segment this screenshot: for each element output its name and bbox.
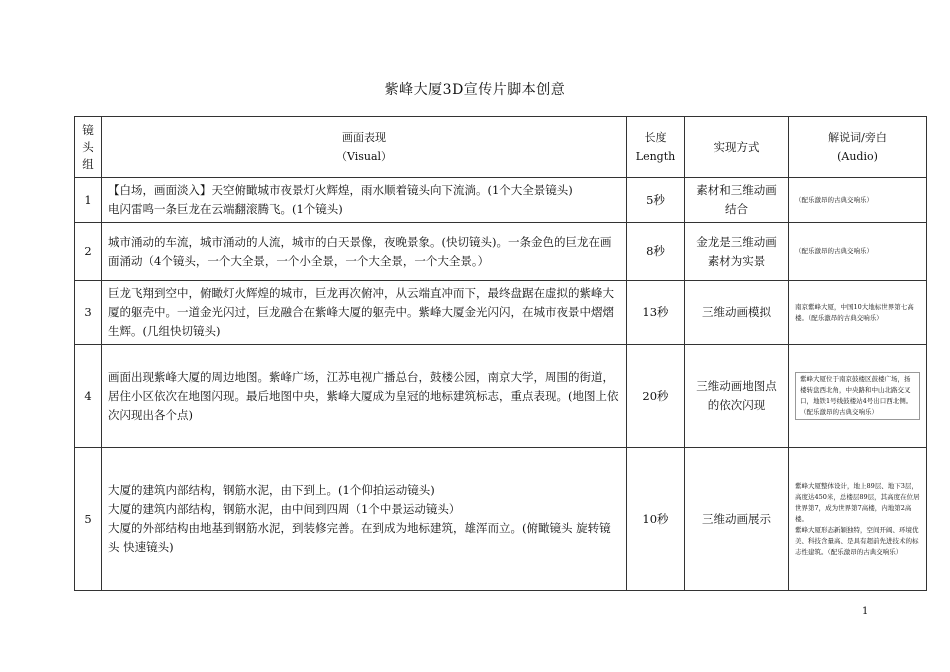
length-cell: 5秒 bbox=[627, 178, 685, 223]
method-cell: 金龙是三维动画素材为实景 bbox=[685, 223, 789, 281]
header-method: 实现方式 bbox=[685, 117, 789, 178]
method-cell: 三维动画展示 bbox=[685, 448, 789, 591]
method-cell: 三维动画地图点的依次闪现 bbox=[685, 345, 789, 448]
header-row bbox=[75, 117, 927, 178]
audio-cell: （配乐激昂的古典交响乐） bbox=[789, 223, 927, 281]
visual-cell: 【白场，画面淡入】天空俯瞰城市夜景灯火辉煌，雨水顺着镜头向下流淌。(1个大全景镜头) 电闪雷鸣一条巨龙在云端翻滚腾飞。(1个镜头) bbox=[102, 178, 627, 223]
table-row bbox=[75, 345, 927, 448]
header-length: 长度 Length bbox=[627, 117, 685, 178]
table-row bbox=[75, 178, 927, 223]
page-number: 1 bbox=[862, 606, 869, 617]
method-cell: 素材和三维动画结合 bbox=[685, 178, 789, 223]
shot-number: 3 bbox=[75, 281, 102, 345]
table-row bbox=[75, 448, 927, 591]
document-title: 紫峰大厦3D宣传片脚本创意 bbox=[384, 82, 566, 98]
table-row bbox=[75, 281, 927, 345]
header-visual: 画面表现 （Visual） bbox=[102, 117, 627, 178]
method-cell: 三维动画模拟 bbox=[685, 281, 789, 345]
length-cell: 8秒 bbox=[627, 223, 685, 281]
shot-number: 5 bbox=[75, 448, 102, 591]
audio-cell: 南京紫峰大厦，中国10大地标世界第七高楼。（配乐激昂的古典交响乐） bbox=[789, 281, 927, 345]
header-audio: 解说词/旁白 (Audio) bbox=[789, 117, 927, 178]
visual-cell: 画面出现紫峰大厦的周边地图。紫峰广场，江苏电视广播总台，鼓楼公园，南京大学，周围的街道，居住小区依次在地图闪现。最后地图中央，紫峰大厦成为皇冠的地标建筑标志，重点表现。(地图上依次闪现出各个点) bbox=[102, 345, 627, 448]
audio-cell bbox=[789, 345, 927, 448]
table-row bbox=[75, 223, 927, 281]
visual-cell: 巨龙飞翔到空中，俯瞰灯火辉煌的城市，巨龙再次俯冲，从云端直冲而下，最终盘踞在虚拟的紫峰大厦的躯壳中。一道金光闪过，巨龙融合在紫峰大厦的躯壳中。紫峰大厦金光闪闪，在城市夜景中熠熠生辉。(几组快切镜头) bbox=[102, 281, 627, 345]
audio-cell: （配乐激昂的古典交响乐） bbox=[789, 178, 927, 223]
length-cell: 13秒 bbox=[627, 281, 685, 345]
audio-cell: 紫峰大厦整体设计，地上89层、地下3层，高度达450米，总楼层89层，其高度在位居世界第7，成为世界第7高楼，内地第2高楼。 紫峰大厦形态新颖独特，空间开阔、环境优美、科技含量高、是具有超前先进技术的标志性建筑。（配乐激昂的古典交响乐） bbox=[789, 448, 927, 591]
length-cell: 10秒 bbox=[627, 448, 685, 591]
header-shot-group: 镜 头 组 bbox=[75, 117, 102, 178]
visual-cell: 城市涌动的车流，城市涌动的人流，城市的白天景像，夜晚景象。(快切镜头)。一条金色的巨龙在画面涌动（4个镜头，一个大全景，一个小全景，一个大全景，一个大全景。） bbox=[102, 223, 627, 281]
audio-textbox: 紫峰大厦位于南京鼓楼区鼓楼广场，扬楼转盘西北角，中央路和中山北路交叉口，地铁1号线鼓楼站4号出口西北侧。（配乐激昂的古典交响乐） bbox=[795, 372, 920, 420]
shot-number: 4 bbox=[75, 345, 102, 448]
script-table bbox=[74, 116, 927, 591]
length-cell: 20秒 bbox=[627, 345, 685, 448]
visual-cell: 大厦的建筑内部结构，钢筋水泥，由下到上。(1个仰拍运动镜头) 大厦的建筑内部结构，钢筋水泥，由中间到四周（1个中景运动镜头） 大厦的外部结构由地基到钢筋水泥，到装修完善。在到成为地标建筑，雄浑而立。(俯瞰镜头 旋转镜头 快速镜头) bbox=[102, 448, 627, 591]
shot-number: 2 bbox=[75, 223, 102, 281]
shot-number: 1 bbox=[75, 178, 102, 223]
